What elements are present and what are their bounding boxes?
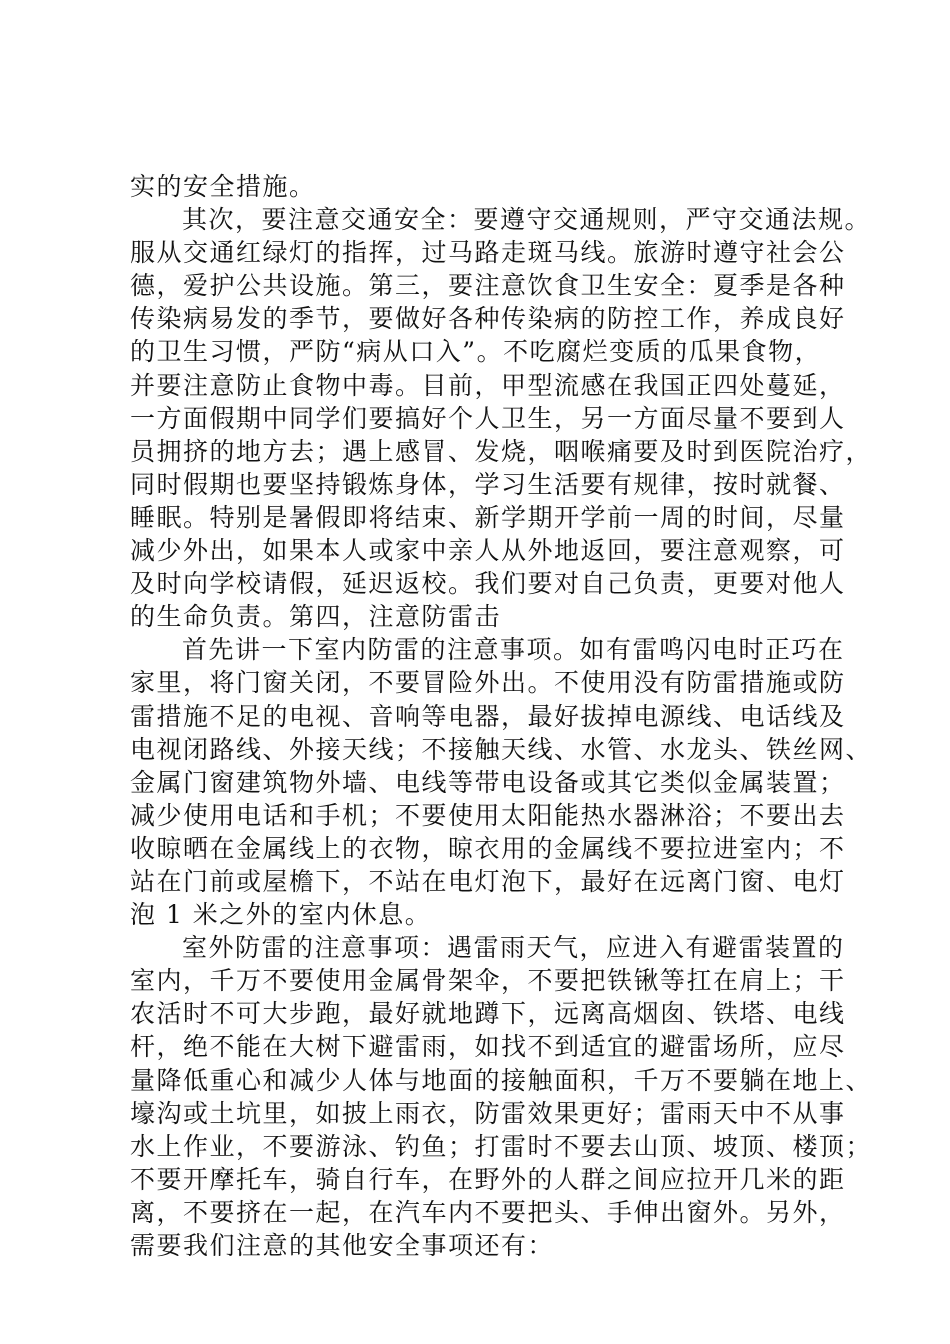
text-line: 睡眠。特别是暑假即将结束、新学期开学前一周的时间，尽量 [130, 502, 846, 532]
text-line: 德，爱护公共设施。第三，要注意饮食卫生安全：夏季是各种 [130, 271, 846, 301]
text-line: 收晾晒在金属线上的衣物，晾衣用的金属线不要拉进室内；不 [130, 833, 846, 863]
text-line: 金属门窗建筑物外墙、电线等带电设备或其它类似金属装置； [130, 767, 846, 797]
text-line: 服从交通红绿灯的指挥，过马路走斑马线。旅游时遵守社会公 [130, 238, 846, 268]
text-line: 不要开摩托车，骑自行车，在野外的人群之间应拉开几米的距 [130, 1164, 846, 1194]
text-line: 农活时不可大步跑，最好就地蹲下，远离高烟囱、铁塔、电线 [130, 999, 846, 1029]
text-line: 电视闭路线、外接天线；不接触天线、水管、水龙头、铁丝网、 [130, 734, 873, 764]
text-line: 站在门前或屋檐下，不站在电灯泡下，最好在远离门窗、电灯 [130, 866, 846, 896]
text-line: 并要注意防止食物中毒。目前，甲型流感在我国正四处蔓延， [130, 370, 846, 400]
text-line: 减少外出，如果本人或家中亲人从外地返回，要注意观察，可 [130, 536, 846, 566]
text-line: 雷措施不足的电视、音响等电器，最好拔掉电源线、电话线及 [130, 701, 846, 731]
text-line: 室内，千万不要使用金属骨架伞，不要把铁锹等扛在肩上；干 [130, 966, 846, 996]
paragraph-start-line: 室外防雷的注意事项：遇雷雨天气，应进入有避雷装置的 [182, 933, 845, 963]
text-line: 离，不要挤在一起，在汽车内不要把头、手伸出窗外。另外， [130, 1197, 846, 1227]
text-line: 实的安全措施。 [130, 172, 316, 201]
text-line: 员拥挤的地方去；遇上感冒、发烧，咽喉痛要及时到医院治疗， [130, 436, 873, 466]
text-line: 传染病易发的季节，要做好各种传染病的防控工作，养成良好 [130, 304, 846, 334]
paragraph-start-line: 首先讲一下室内防雷的注意事项。如有雷鸣闪电时正巧在 [182, 635, 845, 665]
text-line: 减少使用电话和手机；不要使用太阳能热水器淋浴；不要出去 [130, 800, 846, 830]
text-line: 的生命负责。第四，注意防雷击 [130, 602, 502, 632]
text-line: 同时假期也要坚持锻炼身体，学习生活要有规律，按时就餐、 [130, 469, 846, 499]
text-line: 壕沟或土坑里，如披上雨衣，防雷效果更好；雷雨天中不从事 [130, 1098, 846, 1128]
text-line: 水上作业，不要游泳、钓鱼；打雷时不要去山顶、坡顶、楼顶； [130, 1131, 873, 1161]
text-line: 需要我们注意的其他安全事项还有： [130, 1231, 555, 1260]
text-line: 家里，将门窗关闭，不要冒险外出。不使用没有防雷措施或防 [130, 668, 846, 698]
paragraph-start-line: 其次，要注意交通安全：要遵守交通规则，严守交通法规。 [182, 205, 872, 235]
text-line: 量降低重心和减少人体与地面的接触面积，千万不要躺在地上、 [130, 1065, 873, 1095]
text-line: 及时向学校请假，延迟返校。我们要对自己负责，更要对他人 [130, 569, 846, 599]
text-line: 一方面假期中同学们要搞好个人卫生，另一方面尽量不要到人 [130, 403, 846, 433]
body-text [130, 170, 873, 1262]
text-line: 杆，绝不能在大树下避雷雨，如找不到适宜的避雷场所，应尽 [130, 1032, 846, 1062]
text-line: 泡 1 米之外的室内休息。 [130, 900, 432, 930]
text-line: 的卫生习惯，严防“病从口入”。不吃腐烂变质的瓜果食物， [130, 337, 822, 367]
